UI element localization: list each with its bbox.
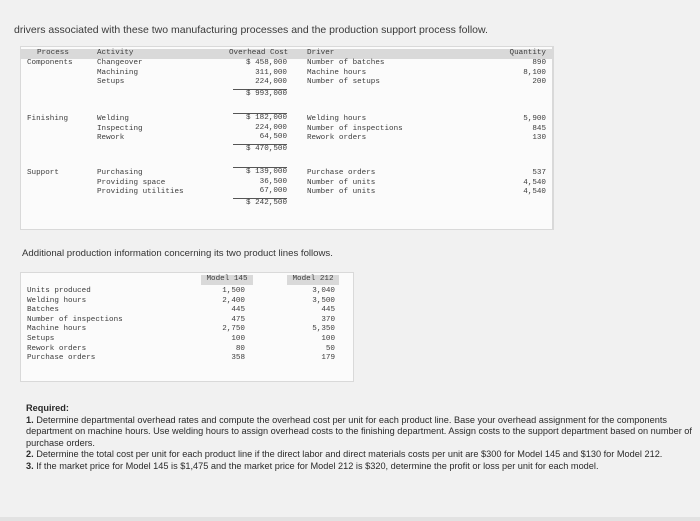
- m212-setups: 100: [321, 334, 335, 343]
- intro-text: drivers associated with these two manufacturing processes and the production support process follow.: [14, 24, 488, 36]
- row-label-units: Units produced: [27, 287, 91, 295]
- m212-inspections: 370: [321, 315, 335, 324]
- activity-purchasing: Purchasing: [97, 169, 143, 177]
- cost-purchasing: $ 139,000: [233, 167, 287, 178]
- cost-providing-space: 36,500: [259, 177, 287, 186]
- qty-rework-orders: 130: [532, 134, 546, 143]
- header-model-212: Model 212: [287, 275, 339, 285]
- m212-purchase: 179: [321, 354, 335, 363]
- components-total: $ 993,000: [233, 89, 287, 100]
- cost-providing-utilities: 67,000: [259, 187, 287, 196]
- driver-purchase-orders: Purchase orders: [307, 169, 376, 177]
- header-activity: Activity: [97, 49, 134, 57]
- activity-inspecting: Inspecting: [97, 124, 143, 133]
- row-label-rework: Rework orders: [27, 344, 87, 353]
- qty-inspections: 845: [532, 124, 546, 133]
- production-table: [20, 272, 354, 382]
- activity-providing-space: Providing space: [97, 178, 166, 187]
- header-process: Process: [37, 49, 69, 57]
- header-overhead-cost: Overhead Cost: [229, 49, 289, 57]
- qty-setups: 200: [532, 78, 546, 87]
- driver-inspections: Number of inspections: [307, 124, 403, 133]
- qty-purchase-orders: 537: [532, 169, 546, 177]
- header-quantity: Quantity: [472, 49, 552, 59]
- driver-units-space: Number of units: [307, 178, 376, 187]
- m212-rework: 50: [325, 344, 335, 353]
- required-item-2: 2. Determine the total cost per unit for each product line if the direct labor and direct materials costs per unit are $300 for Model 145 and $130 for Model 212.: [26, 449, 663, 460]
- m145-welding: 2,400: [222, 296, 245, 305]
- m145-inspections: 475: [231, 315, 245, 324]
- activity-changeover: Changeover: [97, 59, 143, 67]
- driver-batches: Number of batches: [307, 59, 385, 67]
- m145-purchase: 358: [231, 354, 245, 363]
- qty-units-space: 4,540: [523, 178, 546, 187]
- cost-changeover: $ 458,000: [245, 59, 287, 67]
- qty-welding-hours: 5,900: [523, 115, 546, 123]
- required-item-3: 3. If the market price for Model 145 is $1,475 and the market price for Model 212 is $320, determine the profit or loss per unit for each model.: [26, 460, 599, 471]
- quantity-column: [472, 46, 553, 230]
- row-label-batches: Batches: [27, 306, 59, 315]
- process-components: Components: [27, 59, 73, 67]
- additional-info-heading: Additional production information concerning its two product lines follows.: [22, 248, 333, 259]
- row-label-purchase: Purchase orders: [27, 354, 96, 363]
- cost-welding: $ 182,000: [233, 113, 287, 124]
- activity-welding: Welding: [97, 115, 129, 123]
- m212-batches: 445: [321, 306, 335, 315]
- required-section: [26, 403, 692, 473]
- m145-batches: 445: [231, 306, 245, 315]
- m212-units: 3,040: [312, 287, 335, 295]
- activity-providing-utilities: Providing utilities: [97, 188, 184, 197]
- cost-setups: 224,000: [255, 78, 287, 87]
- activity-machining: Machining: [97, 68, 139, 77]
- m212-welding: 3,500: [312, 296, 335, 305]
- process-support: Support: [27, 169, 59, 177]
- cost-rework: 64,500: [259, 133, 287, 142]
- driver-rework-orders: Rework orders: [307, 134, 367, 143]
- row-label-welding: Welding hours: [27, 296, 87, 305]
- m145-units: 1,500: [222, 287, 245, 295]
- row-label-setups: Setups: [27, 334, 55, 343]
- header-driver: Driver: [307, 49, 335, 57]
- header-model-145: Model 145: [201, 275, 253, 285]
- m145-rework: 80: [235, 344, 245, 353]
- activity-rework: Rework: [97, 134, 125, 143]
- support-total: $ 242,500: [233, 198, 287, 209]
- m212-machine: 5,350: [312, 325, 335, 334]
- driver-machine-hours: Machine hours: [307, 68, 367, 77]
- driver-units-utilities: Number of units: [307, 188, 376, 197]
- required-title: Required:: [26, 403, 69, 413]
- driver-setups: Number of setups: [307, 78, 380, 87]
- driver-welding-hours: Welding hours: [307, 115, 367, 123]
- qty-units-utilities: 4,540: [523, 188, 546, 197]
- cost-machining: 311,000: [255, 68, 287, 77]
- row-label-machine: Machine hours: [27, 325, 87, 334]
- qty-machine-hours: 8,100: [523, 68, 546, 77]
- process-finishing: Finishing: [27, 115, 69, 123]
- finishing-total: $ 470,500: [233, 144, 287, 155]
- m145-setups: 100: [231, 334, 245, 343]
- bottom-divider: [0, 517, 700, 521]
- qty-batches: 890: [532, 59, 546, 67]
- activity-setups: Setups: [97, 78, 125, 87]
- required-item-1: 1. Determine departmental overhead rates and compute the overhead cost per unit for each product line. Base your overhead assignment for the components department on machine hours. Use welding hours to assign overhead costs to the finishing department. Assign costs to the support department based on number of purchase orders.: [26, 414, 692, 448]
- cost-inspecting: 224,000: [255, 123, 287, 132]
- m145-machine: 2,750: [222, 325, 245, 334]
- row-label-inspections: Number of inspections: [27, 315, 123, 324]
